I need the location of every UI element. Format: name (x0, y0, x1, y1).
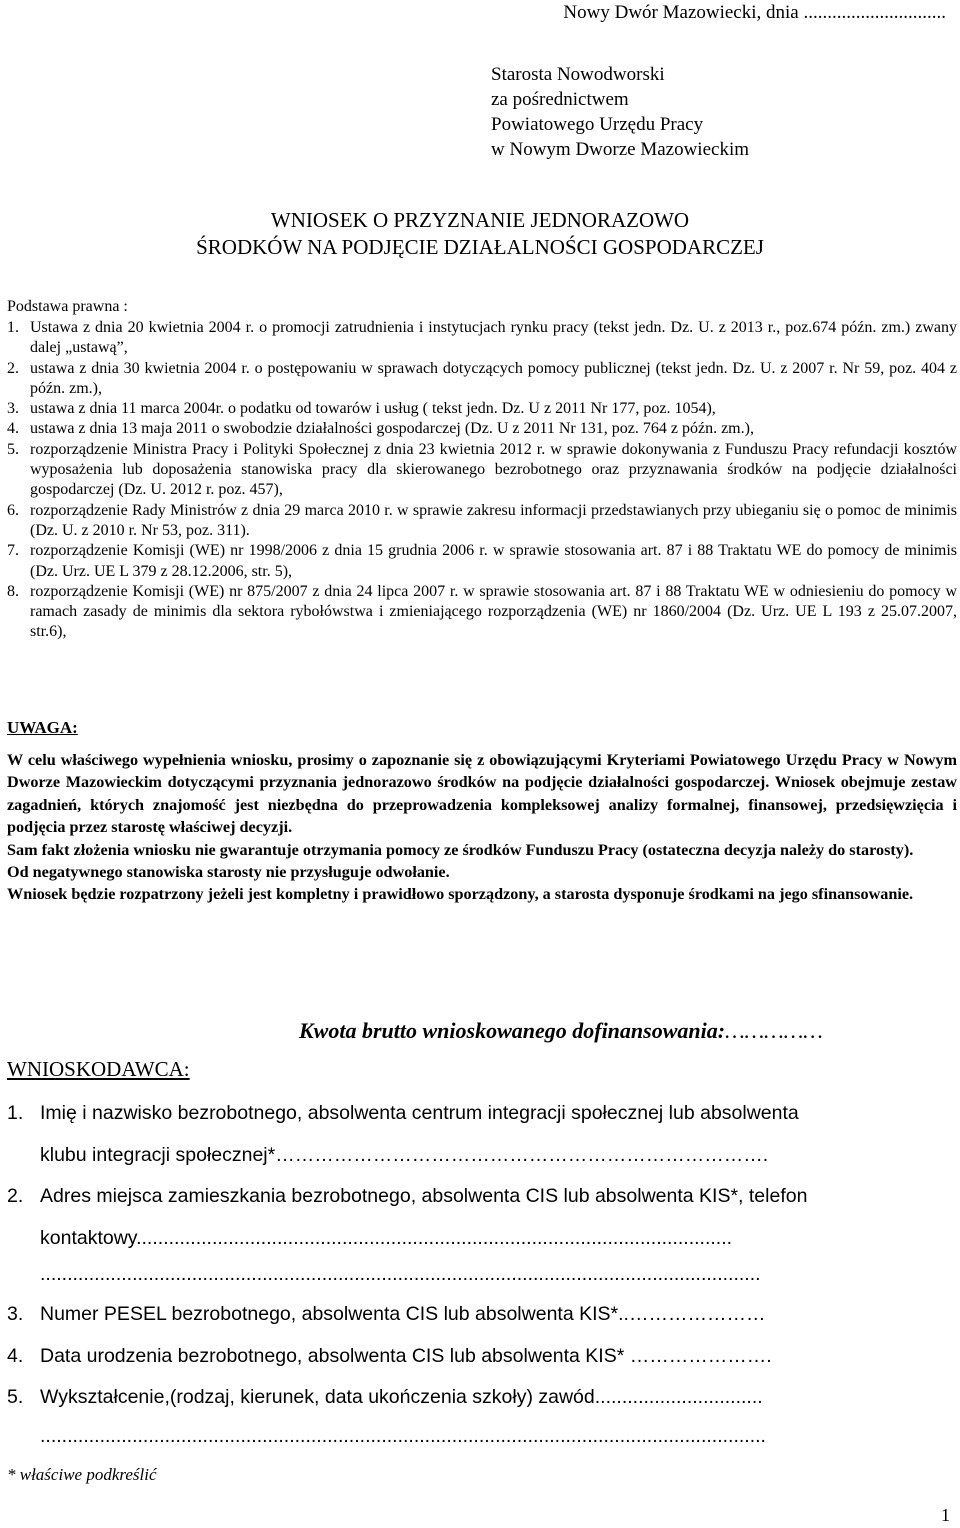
legal-item-text: ustawa z dnia 13 maja 2011 o swobodzie działalności gospodarczej (Dz. U z 2011 Nr 131, poz. 764 z późn. zm.), (30, 420, 754, 438)
legal-item (7, 501, 957, 542)
legal-item (7, 399, 957, 419)
addressee-line: za pośrednictwem (491, 89, 629, 110)
field-fill-name[interactable]: klubu integracji społecznej*…………………………………………………………………. (40, 1144, 769, 1166)
notice-paragraph: Wniosek będzie rozpatrzony jeżeli jest kompletny i prawidłowo sporządzony, a starosta dysponuje środkami na jego sfinansowanie. (7, 885, 914, 904)
notice-block (7, 749, 957, 906)
legal-basis-heading: Podstawa prawna : (7, 298, 128, 315)
legal-item (7, 440, 957, 501)
amount-fill-line[interactable]: …………… (725, 1018, 823, 1043)
addressee-line: Powiatowego Urzędu Pracy (491, 114, 704, 135)
legal-item-text: Ustawa z dnia 20 kwietnia 2004 r. o promocji zatrudnienia i instytucjach rynku pracy (tekst jedn. Dz. U. z 2013 r., poz.674 późn. zm.) zwany dalej „ustawą”, (30, 319, 957, 357)
legal-item (7, 318, 957, 359)
field-birth-date[interactable]: Data urodzenia bezrobotnego, absolwenta CIS lub absolwenta KIS* …………………. (40, 1345, 772, 1367)
legal-item (7, 541, 957, 582)
title-line-1: WNIOSEK O PRZYZNANIE JEDNORAZOWO (270, 208, 690, 232)
document-title (0, 207, 960, 261)
field-fill-education[interactable]: ...................................................................................................................................... (40, 1425, 766, 1447)
legal-item-number: 5. (7, 440, 19, 458)
legal-item-text: rozporządzenie Komisji (WE) nr 875/2007 z dnia 24 lipca 2007 r. w sprawie stosowania art. 87 i 88 Traktatu WE w odniesieniu do pomocy w ramach zasady de minimis dla sektora rybołówstwa i zmieniającego rozporządzenia (WE) nr 1860/2004 (Dz. Urz. UE L 193 z 25.07.2007, str.6), (30, 582, 957, 641)
field-number: 4. (7, 1345, 24, 1367)
field-label-name: Imię i nazwisko bezrobotnego, absolwenta centrum integracji społecznej lub absolwenta (40, 1102, 799, 1124)
field-pesel[interactable]: Numer PESEL bezrobotnego, absolwenta CIS lub absolwenta KIS*..………………… (40, 1303, 766, 1325)
place-date: Nowy Dwór Mazowiecki, dnia .............................. (563, 2, 946, 23)
legal-item-number: 6. (7, 501, 19, 519)
page-number: 1 (941, 1505, 950, 1525)
legal-item (7, 419, 957, 439)
field-label-address: Adres miejsca zamieszkania bezrobotnego, absolwenta CIS lub absolwenta KIS*, telefon (40, 1185, 808, 1207)
legal-item-text: rozporządzenie Ministra Pracy i Polityki Społecznej z dnia 23 kwietnia 2012 r. w sprawie dokonywania z Funduszu Pracy refundacji kosztów wyposażenia lub doposażenia stanowiska pracy dla skierowanego bezrobotnego oraz przyznawania środków na podjęcie działalności gospodarczej (Dz. U. 2012 r. poz. 457), (30, 440, 957, 499)
field-number: 5. (7, 1386, 24, 1408)
legal-item-number: 2. (7, 359, 19, 377)
addressee-line: Starosta Nowodworski (491, 64, 665, 85)
legal-item (7, 359, 957, 400)
legal-item (7, 582, 957, 643)
addressee-block (491, 62, 749, 162)
legal-item-number: 8. (7, 582, 19, 600)
field-education[interactable]: Wykształcenie,(rodzaj, kierunek, data ukończenia szkoły) zawód............................... (40, 1386, 763, 1408)
legal-item-number: 3. (7, 400, 19, 418)
legal-item-text: ustawa z dnia 30 kwietnia 2004 r. o postępowaniu w sprawach dotyczących pomocy publicznej (tekst jedn. Dz. U. z 2007 r. Nr 59, poz. 404 z późn. zm.), (30, 359, 957, 397)
addressee-line: w Nowym Dworze Mazowieckim (491, 139, 750, 160)
field-fill-phone[interactable]: kontaktowy.............................................................................................................. (40, 1227, 733, 1249)
notice-paragraph: Od negatywnego stanowiska starosty nie przysługuje odwołanie. (7, 863, 450, 882)
field-number: 3. (7, 1303, 24, 1325)
footnote: * właściwe podkreślić (7, 1465, 157, 1484)
title-line-2: ŚRODKÓW NA PODJĘCIE DZIAŁALNOŚCI GOSPODARCZEJ (196, 235, 764, 259)
notice-paragraph: W celu właściwego wypełnienia wniosku, prosimy o zapoznanie się z obowiązującymi Kryteriami Powiatowego Urzędu Pracy w Nowym Dworze Mazowieckim dotyczącymi przyznania jednorazowo środków na podjęcie działalności gospodarczej. Wniosek obejmuje zestaw zagadnień, których znajomość jest niezbędna do przeprowadzenia kompleksowej analizy formalnej, finansowej, przedsięwzięcia i podjęcia przez starostę właściwej decyzji. (7, 751, 957, 837)
legal-item-number: 1. (7, 319, 19, 336)
legal-basis-list (7, 318, 957, 643)
field-fill-address[interactable]: ..................................................................................................................................... (40, 1263, 761, 1285)
notice-heading: UWAGA: (7, 718, 78, 737)
legal-item-number: 4. (7, 420, 19, 438)
amount-label: Kwota brutto wnioskowanego dofinansowania: (299, 1018, 726, 1043)
field-number: 1. (7, 1102, 24, 1124)
legal-item-text: rozporządzenie Komisji (WE) nr 1998/2006 z dnia 15 grudnia 2006 r. w sprawie stosowania art. 87 i 88 Traktatu WE do pomocy de minimis (Dz. Urz. UE L 379 z 28.12.2006, str. 5), (30, 542, 957, 580)
field-number: 2. (7, 1185, 24, 1207)
notice-paragraph: Sam fakt złożenia wniosku nie gwarantuje otrzymania pomocy ze środków Funduszu Pracy (ostateczna decyzja należy do starosty). (7, 840, 914, 859)
amount-requested (299, 1018, 823, 1044)
legal-item-text: ustawa z dnia 11 marca 2004r. o podatku od towarów i usług ( tekst jedn. Dz. U z 2011 Nr 177, poz. 1054), (30, 400, 716, 418)
legal-item-text: rozporządzenie Rady Ministrów z dnia 29 marca 2010 r. w sprawie zakresu informacji przedstawianych przy ubieganiu się o pomoc de minimis (Dz. U. z 2010 r. Nr 53, poz. 311). (30, 501, 957, 539)
applicant-heading: WNIOSKODAWCA: (7, 1057, 190, 1081)
legal-item-number: 7. (7, 542, 19, 560)
